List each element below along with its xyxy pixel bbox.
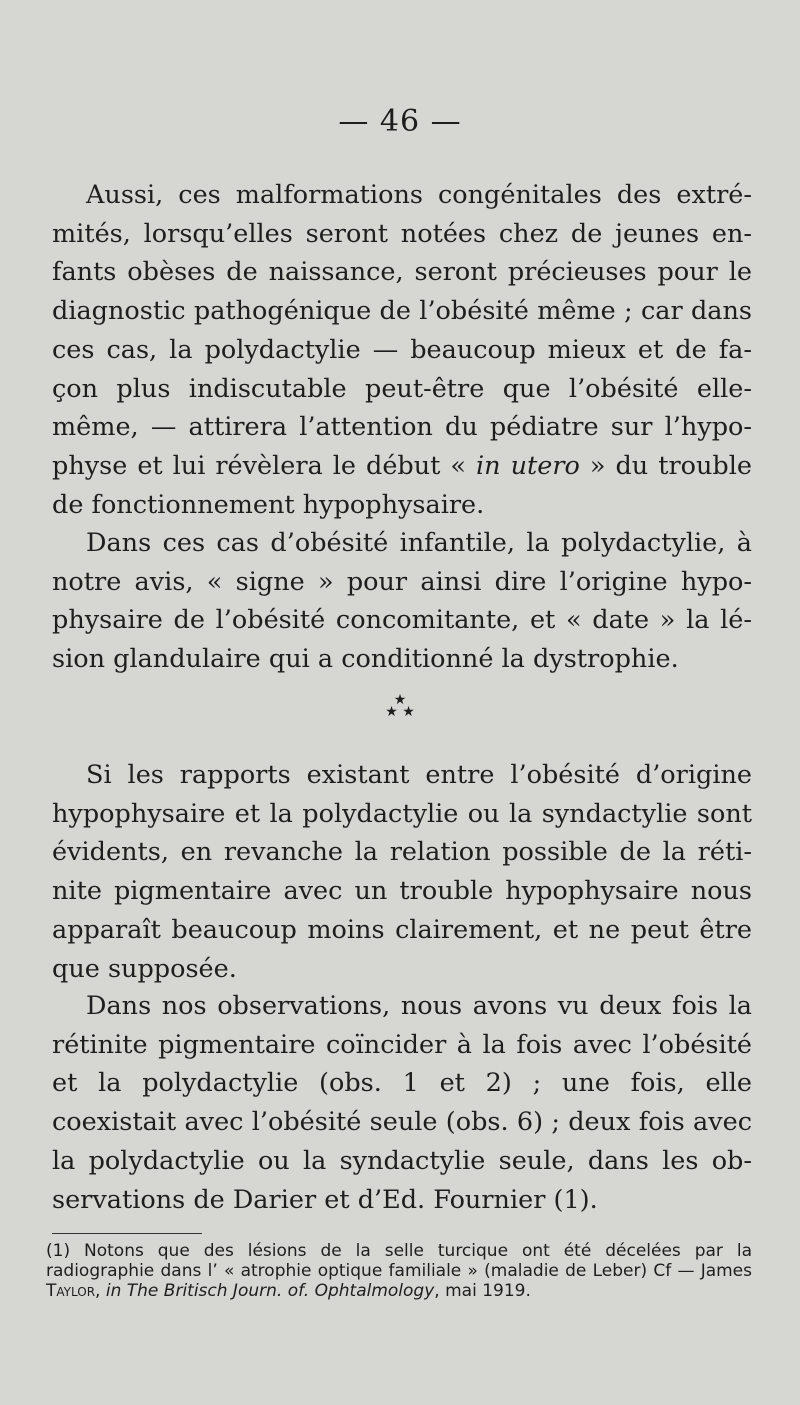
footnote-text-a: (1) Notons que des lésions de la selle turcique ont été décelées par la radiographie dans l’ « atrophie optique familiale » (maladie de Leber) Cf — James xyxy=(46,1241,752,1281)
asterism-separator: ★ ★ ★ xyxy=(385,692,415,720)
page-number: — 46 — xyxy=(338,104,462,139)
paragraph-3-text: Si les rapports existant entre l’obésité d’origine hypophysaire et la polydactylie ou la syndactylie sont évidents, en revanche la relation possible de la rétinite pigmentaire avec un trouble hypophysaire nous apparaît beaucoup moins clairement, et ne peut être que supposée. xyxy=(52,760,752,984)
paragraph-2 xyxy=(52,524,752,679)
footnote xyxy=(46,1241,752,1301)
paragraph-1 xyxy=(52,176,752,524)
footnote-rule xyxy=(52,1233,202,1234)
paragraph-4 xyxy=(52,987,752,1219)
footnote-author: Taylor xyxy=(46,1281,96,1301)
paragraph-3 xyxy=(52,756,752,988)
paragraph-2-text: Dans ces cas d’obésité infantile, la polydactylie, à notre avis, « signe » pour ainsi dire l’origine hypophysaire de l’obésité concomitante, et « date » la lésion glandulaire qui a conditionné la dystrophie. xyxy=(52,528,752,675)
paragraph-1-text-a: Aussi, ces malformations congénitales des extrémités, lorsqu’elles seront notées chez de jeunes enfants obèses de naissance, seront précieuses pour le diagnostic pathogénique de l’obésité même ; car dans ces cas, la polydactylie — beaucoup mieux et de façon plus indiscutable peut-être que l’obésité elle-même, — attirera l’attention du pédiatre sur l’hypophyse et lui révèlera le début « xyxy=(52,180,752,481)
paragraph-4-text: Dans nos observations, nous avons vu deux fois la rétinite pigmentaire coïncider à la fois avec l’obésité et la polydactylie (obs. 1 et 2) ; une fois, elle coexistait avec l’obésité seule (obs. 6) ; deux fois avec la polydactylie ou la syndactylie seule, dans les observations de Darier et d’Ed. Fournier (1). xyxy=(52,991,752,1215)
footnote-text-b: , xyxy=(95,1281,106,1301)
footnote-text-c: , mai 1919. xyxy=(434,1281,531,1301)
paragraph-1-italic: in utero xyxy=(476,450,580,481)
footnote-in: in xyxy=(105,1281,122,1301)
footnote-journal: The Britisch Journ. of. Ophtalmology xyxy=(126,1281,435,1301)
paragraph-1-text-b: » du trouble de fonctionnement hypophysaire. xyxy=(52,450,752,520)
